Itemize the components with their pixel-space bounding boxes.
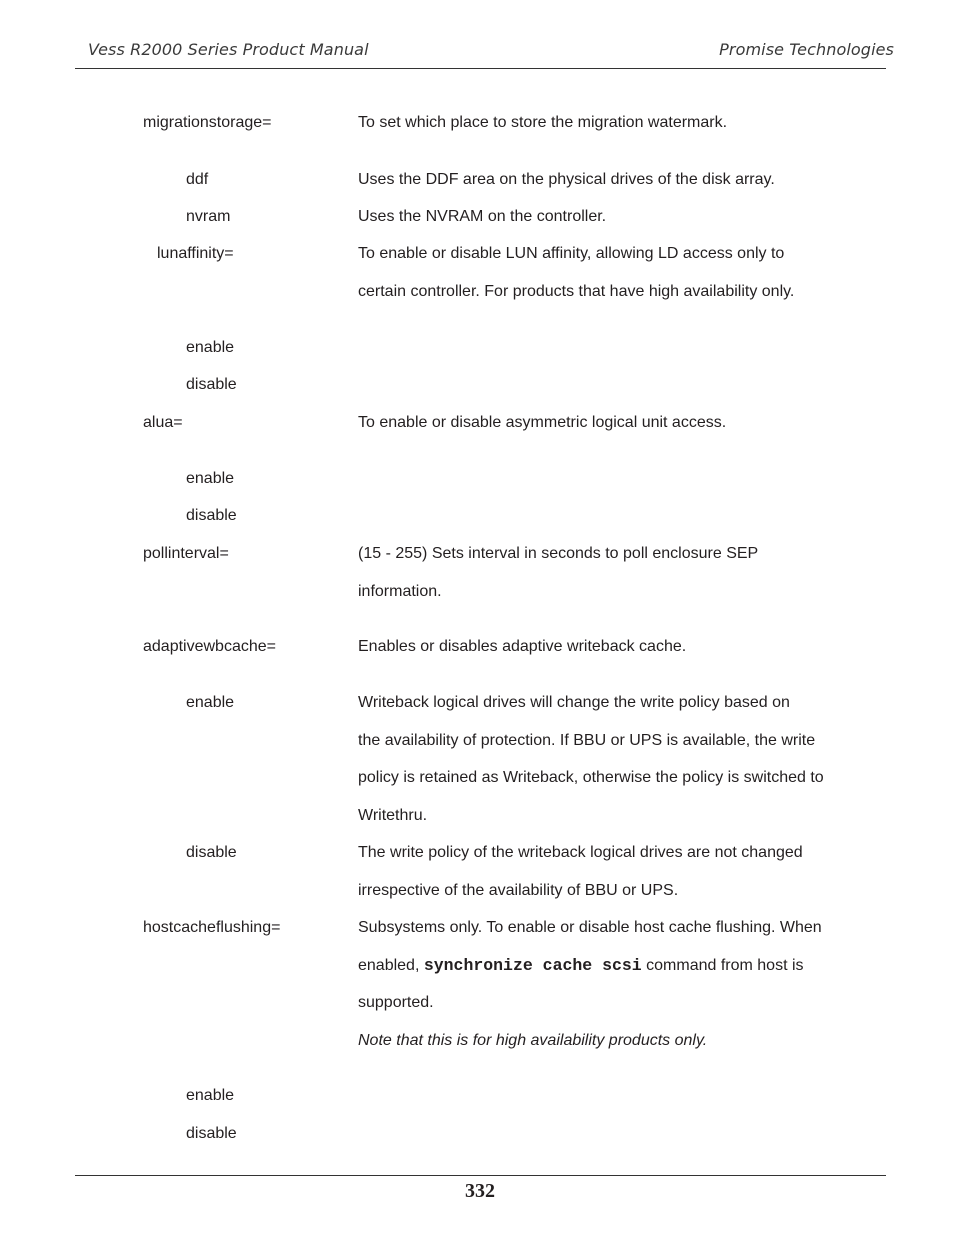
description-line: Uses the DDF area on the physical drives of the disk array.	[358, 171, 775, 188]
description-line: To enable or disable asymmetric logical unit access.	[358, 414, 727, 431]
running-header-title: Vess R2000 Series Product Manual	[88, 40, 369, 59]
option-description	[358, 684, 868, 834]
option-term: hostcacheflushing=	[143, 919, 281, 936]
description-line: the availability of protection. If BBU or UPS is available, the write	[358, 731, 816, 749]
description-line: To enable or disable LUN affinity, allowing LD access only to	[358, 245, 785, 262]
description-line: Enables or disables adaptive writeback cache.	[358, 638, 687, 655]
option-term: lunaffinity=	[157, 245, 234, 262]
option-description	[358, 628, 868, 666]
option-description	[358, 104, 868, 142]
description-line: information.	[358, 582, 442, 600]
option-term: pollinterval=	[143, 545, 229, 562]
option-description	[358, 198, 868, 236]
description-line: irrespective of the availability of BBU or UPS.	[358, 881, 679, 899]
option-value-term: ddf	[186, 171, 209, 188]
description-line: To set which place to store the migration watermark.	[358, 114, 728, 131]
option-value-term: disable	[186, 1125, 237, 1142]
page-number: 332	[465, 1180, 495, 1202]
option-description	[358, 834, 868, 909]
option-value-term: enable	[186, 694, 235, 711]
description-text: command from host is	[641, 956, 804, 974]
description-line	[358, 947, 868, 985]
option-value-term: enable	[186, 1087, 235, 1104]
option-value-term: disable	[186, 844, 237, 861]
footer-rule	[75, 1175, 886, 1176]
option-term: adaptivewbcache=	[143, 638, 276, 655]
description-line: Subsystems only. To enable or disable host cache flushing. When	[358, 919, 822, 936]
option-value-term: enable	[186, 339, 235, 356]
description-line: certain controller. For products that have high availability only.	[358, 282, 795, 300]
option-description	[358, 535, 868, 610]
option-value-term: enable	[186, 470, 235, 487]
description-line: supported.	[358, 994, 434, 1011]
option-term: migrationstorage=	[143, 114, 272, 131]
description-line: Uses the NVRAM on the controller.	[358, 208, 607, 225]
option-value-term: nvram	[186, 208, 231, 225]
availability-note: Note that this is for high availability products only.	[358, 1031, 708, 1049]
option-description	[358, 909, 868, 1059]
header-rule	[75, 68, 886, 69]
description-line: The write policy of the writeback logical drives are not changed	[358, 844, 803, 861]
description-text: enabled,	[358, 956, 424, 974]
option-description	[358, 235, 868, 310]
running-header-company: Promise Technologies	[719, 40, 894, 59]
option-description	[358, 161, 868, 199]
description-line: Writethru.	[358, 806, 428, 824]
command-code: synchronize cache scsi	[423, 955, 642, 975]
option-value-term: disable	[186, 376, 237, 393]
option-term: alua=	[143, 414, 183, 431]
option-value-term: disable	[186, 507, 237, 524]
description-line: Writeback logical drives will change the write policy based on	[358, 694, 790, 711]
description-line: (15 - 255) Sets interval in seconds to poll enclosure SEP	[358, 545, 759, 562]
option-description	[358, 404, 868, 442]
description-line: policy is retained as Writeback, otherwise the policy is switched to	[358, 769, 824, 786]
